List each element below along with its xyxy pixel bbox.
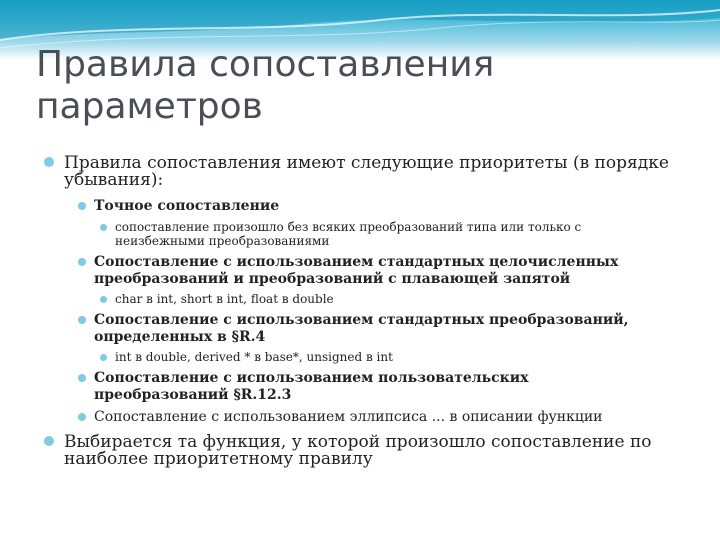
slide-title-line-2: параметров: [36, 86, 263, 127]
list-item: [94, 198, 704, 215]
list-item-line: убывания):: [64, 170, 164, 190]
list-item-line: Выбирается та функция, у которой произошло сопоставление по: [64, 432, 652, 452]
bullet-dot: [78, 316, 86, 324]
bullet-dot: [100, 296, 107, 303]
list-item: [115, 220, 705, 248]
bullet-dot: [100, 224, 107, 231]
list-item: [64, 434, 704, 468]
list-item-line: Сопоставление с использованием стандартных целочисленных: [94, 254, 619, 270]
list-item-line: Точное сопоставление: [94, 198, 280, 214]
bullet-dot: [78, 413, 86, 421]
bullet-dot: [78, 374, 86, 382]
list-item-line: сопоставление произошло без всяких преобразований типа или только с: [115, 220, 582, 234]
list-item-line: определенных в §R.4: [94, 329, 266, 345]
bullet-dot: [100, 354, 107, 361]
list-item: [115, 350, 705, 364]
list-item: [94, 254, 704, 288]
list-item-line: char в int, short в int, float в double: [115, 292, 334, 306]
list-item: [94, 312, 704, 346]
list-item: [94, 409, 704, 426]
list-item-line: преобразований и преобразований с плавающей запятой: [94, 271, 571, 287]
list-item: [94, 370, 704, 404]
list-item-line: Сопоставление с использованием эллипсиса ... в описании функции: [94, 409, 603, 425]
list-item: [115, 292, 705, 306]
bullet-dot: [78, 258, 86, 266]
list-item-line: преобразований §R.12.3: [94, 387, 292, 403]
list-item-line: неизбежными преобразованиями: [115, 234, 330, 248]
list-item-line: Сопоставление с использованием стандартных преобразований,: [94, 312, 629, 328]
list-item-line: Правила сопоставления имеют следующие приоритеты (в порядке: [64, 153, 669, 173]
slide-title-line-1: Правила сопоставления: [36, 44, 495, 85]
list-item-line: наиболее приоритетному правилу: [64, 449, 373, 469]
bullet-dot: [44, 157, 54, 167]
list-item-line: Сопоставление с использованием пользовательских: [94, 370, 529, 386]
list-item: [64, 155, 704, 189]
bullet-dot: [44, 436, 54, 446]
list-item-line: int в double, derived * в base*, unsigned в int: [115, 350, 393, 364]
bullet-dot: [78, 202, 86, 210]
